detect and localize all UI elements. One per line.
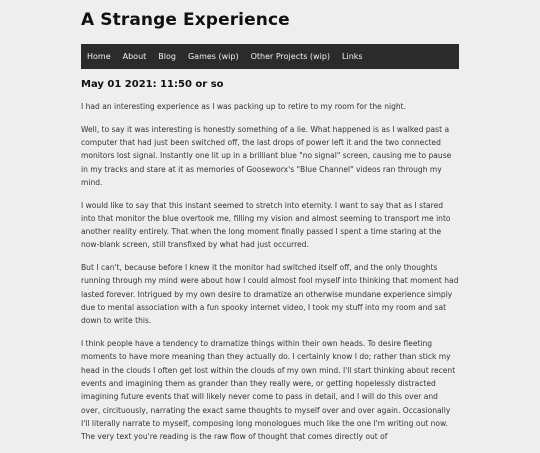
nav-links[interactable]: Links [342, 52, 363, 61]
nav-games[interactable]: Games (wip) [187, 52, 239, 61]
post-date: May 01 2021: 11:50 or so [81, 79, 224, 90]
nav-about[interactable]: About [122, 52, 147, 61]
post-paragraph: But I can't, because before I knew it the monitor had switched itself off, and the only thoughts running through my mind were about how I could almost fool myself into thinking that moment had lasted forever. Intrigued by my own desire to dramatize an otherwise mundane experience simply due to mental association with a fun spooky internet video, I took my stuff into my room and sat down to write this. [81, 263, 459, 326]
post-content [81, 100, 459, 453]
nav-other-projects[interactable]: Other Projects (wip) [250, 52, 331, 61]
nav-blog[interactable]: Blog [158, 52, 176, 61]
post-paragraph: I would like to say that this instant seemed to stretch into eternity. I want to say that as I stared into that monitor the blue overtook me, filling my vision and almost seeming to transport me into another reality entirely. That when the long moment finally passed I spent a time staring at the now-blank screen, still transfixed by what had just occurred. [81, 200, 451, 250]
post-paragraph: Well, to say it was interesting is honestly something of a lie. What happened is as I walked past a computer that had just been switched off, the last drops of power left it and the two connected monitors lost signal. Instantly one lit up in a brilliant blue "no signal" screen, causing me to pause in my tracks and stare at it as memories of Gooseworx's "Blue Channel" videos ran through my mind. [81, 124, 452, 187]
nav-home[interactable]: Home [87, 52, 111, 61]
main-nav [81, 44, 459, 69]
post-paragraph: I had an interesting experience as I was packing up to retire to my room for the night. [81, 102, 407, 111]
post-paragraph: I think people have a tendency to dramatize things within their own heads. To desire fleeting moments to have more meaning than they actually do. I certainly know I do; rather than stick my head in the clouds I often get lost within the clouds of my own mind. I'll start thinking about recent events and imagining them as grander than they really were, or getting hopelessly distracted imagining future events that will likely never come to pass in detail, and I will do this over and over, circituously, narrating the exact same thoughts to myself over and over again. Occasionally I'll literally narrate to myself, composing long monologues much like the one I'm writing out now. The very text you're reading is the raw flow of thought that comes directly out of [81, 339, 456, 442]
site-title: A Strange Experience [81, 10, 290, 30]
